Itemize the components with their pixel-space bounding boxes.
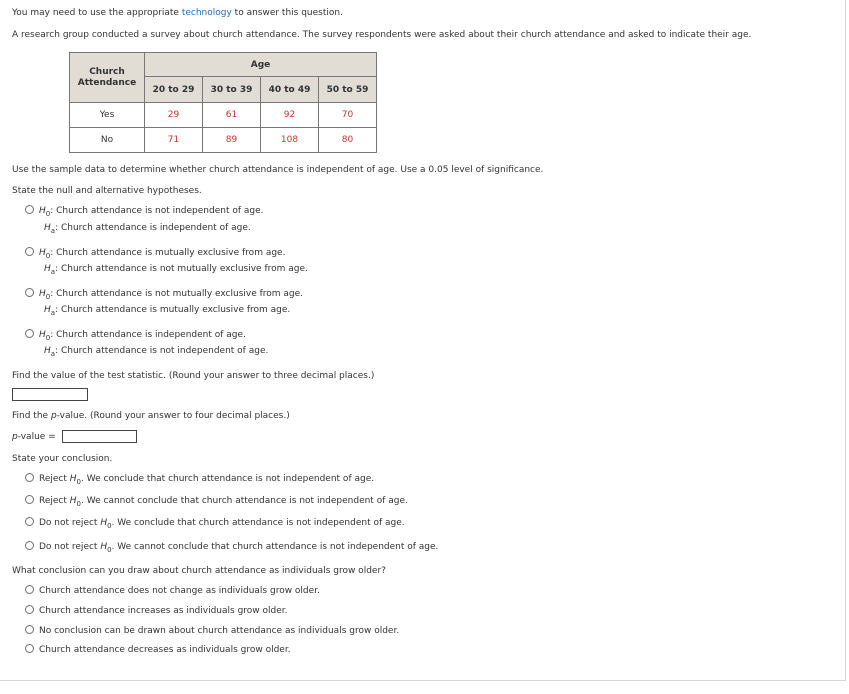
older-option-4[interactable]: Church attendance decreases as individuals grow older. [25, 644, 291, 655]
p-value-input[interactable] [62, 430, 137, 443]
older-option-3[interactable]: No conclusion can be drawn about church attendance as individuals grow older. [25, 625, 399, 636]
technology-link[interactable]: technology [181, 8, 232, 18]
table-cell: 89 [203, 128, 261, 153]
column-header: 30 to 39 [203, 77, 261, 103]
alternative-hypothesis-1: $H_a$: Church attendance is independent of age. [44, 223, 251, 235]
radio-button[interactable] [25, 644, 34, 653]
column-header: 40 to 49 [261, 77, 319, 103]
table-cell: 71 [145, 128, 203, 153]
column-header: 20 to 29 [145, 77, 203, 103]
table-cell: 70 [319, 103, 377, 128]
problem-description: A research group conducted a survey about church attendance. The survey respondents were asked about their church attendance and asked to indicate their age. [12, 30, 752, 40]
radio-button[interactable] [25, 605, 34, 614]
radio-button[interactable] [25, 495, 34, 504]
table-cell: 92 [261, 103, 319, 128]
conclusion-option-2[interactable]: Reject $H_0$. We cannot conclude that church attendance is not independent of age. [25, 495, 408, 506]
hypothesis-option-2[interactable]: $H_0$: Church attendance is mutually exclusive from age. [25, 247, 285, 258]
conclusion-option-1[interactable]: Reject $H_0$. We conclude that church attendance is not independent of age. [25, 473, 374, 484]
test-statistic-prompt: Find the value of the test statistic. (Round your answer to three decimal places.) [12, 371, 375, 381]
p-value-label: p-value = [12, 432, 56, 442]
column-header: 50 to 59 [319, 77, 377, 103]
attendance-table [69, 52, 377, 153]
table-cell: 61 [203, 103, 261, 128]
conclusion-option-4[interactable]: Do not reject $H_0$. We cannot conclude that church attendance is not independent of age. [25, 541, 438, 552]
row-header: Church Attendance [70, 53, 145, 103]
radio-button[interactable] [25, 585, 34, 594]
row-label: Yes [70, 103, 145, 128]
age-group-header: Age [145, 53, 377, 77]
hypothesis-option-4[interactable]: $H_0$: Church attendance is independent of age. [25, 329, 246, 340]
conclusion-option-3[interactable]: Do not reject $H_0$. We conclude that church attendance is not independent of age. [25, 517, 405, 528]
hypothesis-option-1[interactable]: $H_0$: Church attendance is not independent of age. [25, 205, 264, 216]
older-conclusion-prompt: What conclusion can you draw about church attendance as individuals grow older? [12, 566, 386, 576]
table-row [70, 103, 377, 128]
radio-button[interactable] [25, 288, 34, 297]
radio-button[interactable] [25, 517, 34, 526]
hypothesis-option-3[interactable]: $H_0$: Church attendance is not mutually exclusive from age. [25, 288, 303, 299]
alternative-hypothesis-4: $H_a$: Church attendance is not independent of age. [44, 346, 269, 358]
radio-button[interactable] [25, 625, 34, 634]
radio-button[interactable] [25, 205, 34, 214]
p-value-prompt: Find the p-value. (Round your answer to four decimal places.) [12, 411, 290, 421]
hypotheses-prompt: State the null and alternative hypotheses. [12, 186, 202, 196]
older-option-2[interactable]: Church attendance increases as individuals grow older. [25, 605, 288, 616]
radio-button[interactable] [25, 329, 34, 338]
conclusion-prompt: State your conclusion. [12, 454, 113, 464]
table-cell: 108 [261, 128, 319, 153]
radio-button[interactable] [25, 473, 34, 482]
older-option-1[interactable]: Church attendance does not change as individuals grow older. [25, 585, 320, 596]
radio-button[interactable] [25, 247, 34, 256]
intro-text: You may need to use the appropriate technology to answer this question. [12, 8, 343, 18]
row-label: No [70, 128, 145, 153]
table-row [70, 128, 377, 153]
alternative-hypothesis-2: $H_a$: Church attendance is not mutually exclusive from age. [44, 264, 308, 276]
table-cell: 80 [319, 128, 377, 153]
test-statistic-input[interactable] [12, 388, 88, 401]
alternative-hypothesis-3: $H_a$: Church attendance is mutually exclusive from age. [44, 305, 291, 317]
table-cell: 29 [145, 103, 203, 128]
radio-button[interactable] [25, 541, 34, 550]
instruction-text: Use the sample data to determine whether church attendance is independent of age. Use a 0.05 level of significance. [12, 165, 544, 175]
